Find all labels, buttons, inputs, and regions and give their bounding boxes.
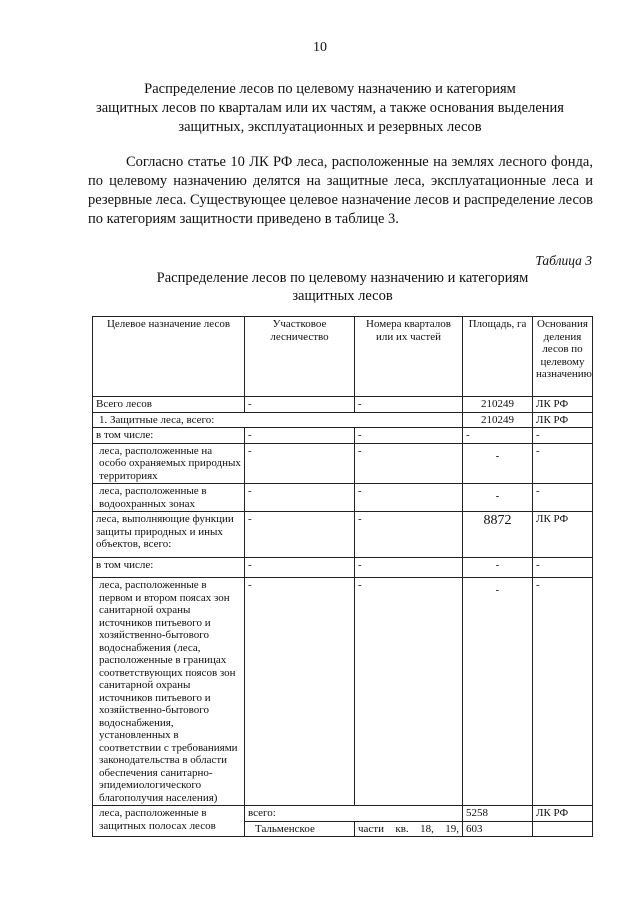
cell-basis: ЛК РФ	[533, 806, 593, 822]
cell-area: -	[463, 558, 533, 578]
header-district: Участковое лесничество	[245, 317, 355, 397]
cell-purpose: в том числе:	[93, 558, 245, 578]
cell-district: -	[245, 428, 355, 444]
section-heading	[70, 80, 590, 137]
cell-quarters: -	[355, 484, 463, 512]
table-caption: Таблица 3	[535, 253, 592, 268]
cell-basis: ЛК РФ	[533, 397, 593, 413]
cell-district: -	[245, 578, 355, 806]
table-row	[93, 397, 593, 413]
cell-purpose: леса, расположенные в первом и втором поясах зон санитарной охраны источников питьевого и хозяйственно-бытового водоснабжения (леса, расположенные в границах соответствующих поясов зон санитарной охраны источников питьевого и хозяйственно-бытового водоснабжения, установленных в соответствии с требованиями законодательства в области обеспечения санитарно-эпидемиологического благополучия населения)	[93, 578, 245, 806]
table-row	[93, 428, 593, 444]
cell-area: 8872	[463, 512, 533, 558]
table-row	[93, 578, 593, 806]
cell-area: -	[463, 428, 533, 444]
cell-area: -	[463, 443, 533, 484]
page-number: 10	[313, 40, 327, 55]
table-row	[93, 484, 593, 512]
cell-area: -	[463, 484, 533, 512]
cell-quarters: -	[355, 512, 463, 558]
cell-area: -	[463, 578, 533, 806]
cell-purpose: Всего лесов	[93, 397, 245, 413]
table-title	[90, 269, 595, 305]
cell-purpose: леса, выполняющие функции защиты природных и иных объектов, всего:	[93, 512, 245, 558]
cell-basis: -	[533, 428, 593, 444]
cell-basis	[533, 821, 593, 837]
cell-quarters: части кв. 18, 19,	[355, 821, 463, 837]
intro-paragraph: Согласно статье 10 ЛК РФ леса, расположенные на землях лесного фонда, по целевому назначению делятся на защитные леса, эксплуатационные леса и резервные леса. Существующее целевое назначение лесов и распределение лесов по категориям защитности приведено в таблице 3.	[88, 154, 593, 227]
heading-line: Распределение лесов по целевому назначению и категориям	[144, 81, 516, 97]
cell-basis: -	[533, 578, 593, 806]
cell-quarters: -	[355, 397, 463, 413]
cell-area: 5258	[463, 806, 533, 822]
cell-basis: ЛК РФ	[533, 412, 593, 428]
cell-quarters: -	[355, 558, 463, 578]
cell-area: 210249	[463, 412, 533, 428]
cell-purpose: в том числе:	[93, 428, 245, 444]
cell-district: -	[245, 397, 355, 413]
heading-line: защитных лесов по кварталам или их частям, а также основания выделения	[96, 100, 564, 116]
table-row	[93, 512, 593, 558]
header-basis: Основания деления лесов по целевому назначению	[533, 317, 593, 397]
cell-area: 603	[463, 821, 533, 837]
cell-basis: ЛК РФ	[533, 512, 593, 558]
table-header-row	[93, 317, 593, 397]
header-purpose: Целевое назначение лесов	[93, 317, 245, 397]
cell-basis: -	[533, 484, 593, 512]
cell-quarters: -	[355, 443, 463, 484]
cell-purpose: 1. Защитные леса, всего:	[93, 412, 463, 428]
table-row	[93, 412, 593, 428]
cell-basis: -	[533, 558, 593, 578]
cell-quarters: -	[355, 578, 463, 806]
cell-district: всего:	[245, 806, 463, 822]
cell-district: -	[245, 512, 355, 558]
cell-purpose: леса, расположенные на особо охраняемых природных территориях	[93, 443, 245, 484]
cell-purpose: леса, расположенные в защитных полосах лесов	[93, 806, 245, 837]
table-row	[93, 806, 593, 822]
table-row	[93, 443, 593, 484]
cell-district: -	[245, 558, 355, 578]
header-area: Площадь, га	[463, 317, 533, 397]
cell-district: -	[245, 484, 355, 512]
cell-purpose: леса, расположенные в водоохранных зонах	[93, 484, 245, 512]
cell-district: -	[245, 443, 355, 484]
header-quarters: Номера кварталов или их частей	[355, 317, 463, 397]
heading-line: защитных, эксплуатационных и резервных лесов	[178, 119, 482, 135]
table-row	[93, 558, 593, 578]
cell-district: Тальменское	[245, 821, 355, 837]
cell-quarters: -	[355, 428, 463, 444]
table-title-line: защитных лесов	[292, 288, 393, 304]
table-title-line: Распределение лесов по целевому назначению и категориям	[156, 270, 529, 286]
cell-basis: -	[533, 443, 593, 484]
cell-area: 210249	[463, 397, 533, 413]
forest-distribution-table	[92, 316, 593, 837]
